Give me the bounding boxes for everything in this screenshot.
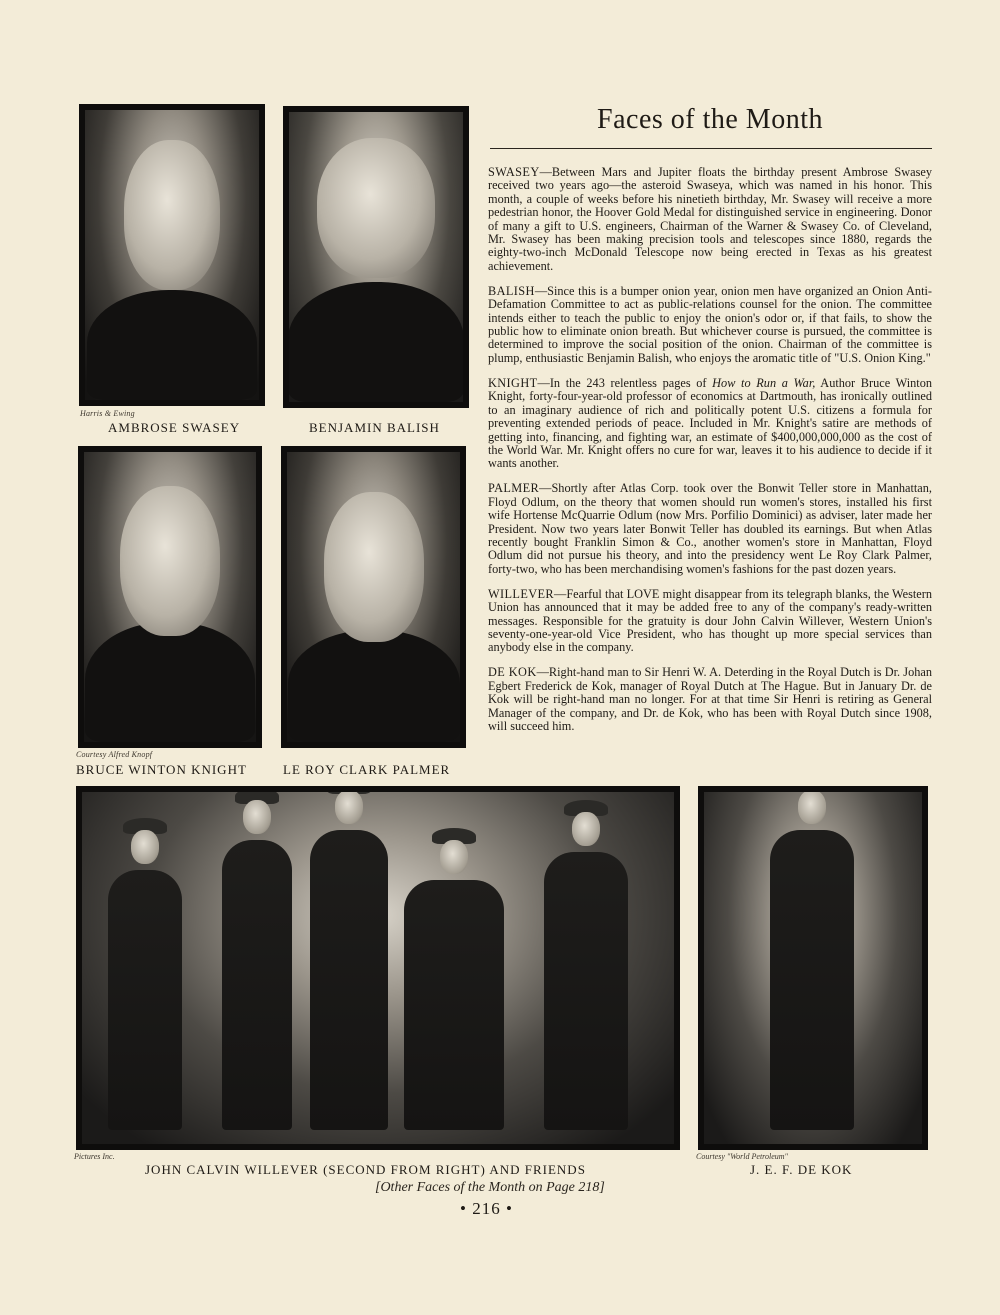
article-willever xyxy=(488,588,932,655)
article-swasey xyxy=(488,166,932,273)
article-swasey-lead: SWASEY xyxy=(488,165,540,179)
page-number: • 216 • xyxy=(460,1199,513,1218)
portrait-knight-credit: Courtesy Alfred Knopf xyxy=(76,750,153,759)
article-willever-lead: WILLEVER xyxy=(488,586,555,601)
article-knight-book-title: How to Run a War, xyxy=(712,375,816,390)
group-person xyxy=(108,870,182,1130)
portrait-swasey-photo xyxy=(79,104,265,406)
group-photo-caption: JOHN CALVIN WILLEVER (SECOND FROM RIGHT) AND FRIENDS xyxy=(145,1162,586,1177)
dekok-photo-credit: Courtesy "World Petroleum" xyxy=(696,1152,788,1161)
dekok-photo-caption: J. E. F. DE KOK xyxy=(750,1162,853,1177)
article-dekok xyxy=(488,666,932,733)
group-photo xyxy=(76,786,680,1150)
group-person xyxy=(544,852,628,1130)
portrait-palmer-photo xyxy=(281,446,466,748)
article-body xyxy=(488,166,932,745)
portrait-swasey-credit: Harris & Ewing xyxy=(80,409,135,418)
article-knight-text-before: —In the 243 relentless pages of xyxy=(537,375,713,390)
article-swasey-text: —Between Mars and Jupiter floats the birthday present Ambrose Swasey received two years ago—the asteroid Swaseya, which was named in his honor. This month, a couple of weeks before his ninetieth birthday, Mr. Swasey will receive a more pedestrian honor, the Hoover Gold Medal for distinguished service in engineering. Donor of many a gift to U.S. engineers, Chairman of the Warner & Swasey Co. of Cleveland, Mr. Swasey has been making precision tools and telescopes since 1880, regards the eighty-two-inch McDonald Telescope now being erected in Texas as his greatest achievement. xyxy=(488,165,932,273)
article-knight xyxy=(488,377,932,471)
portrait-swasey-caption: AMBROSE SWASEY xyxy=(108,420,241,435)
group-person xyxy=(310,830,388,1130)
portrait-palmer-caption: LE ROY CLARK PALMER xyxy=(283,762,451,777)
other-faces-note: [Other Faces of the Month on Page 218] xyxy=(375,1180,605,1195)
title-rule xyxy=(490,148,932,149)
portrait-balish-caption: BENJAMIN BALISH xyxy=(309,420,440,435)
article-palmer-lead: PALMER xyxy=(488,481,540,496)
article-balish xyxy=(488,285,932,365)
article-balish-lead: BALISH xyxy=(488,283,535,298)
group-person xyxy=(222,840,292,1130)
page-title: Faces of the Month xyxy=(597,104,823,135)
dekok-person xyxy=(770,830,854,1130)
article-dekok-lead: DE KOK xyxy=(488,665,537,680)
article-knight-text-after: Author Bruce Winton Knight, forty-four-year-old professor of economics at Dartmouth, has ironically outlined to an imaginary audience of rich and politically potent U.S. citizens a formula for preventing extended periods of peace. Included in Mr. Knight's satire are methods of getting into, financing, and fighting war, an estimate of $400,000,000,000 as the cost of the World War. Mr. Knight offers no cure for war, leaves it to his audience to decide if it wants another. xyxy=(488,375,932,471)
portrait-knight-caption: BRUCE WINTON KNIGHT xyxy=(76,762,247,777)
article-willever-text: —Fearful that LOVE might disappear from its telegraph blanks, the Western Union has announced that it may be added free to any of the company's ready-written messages. Responsible for the gratuity is dour John Calvin Willever, Western Union's seventy-one-year-old Vice President, who has thought up more special services than anybody else in the company. xyxy=(488,586,932,655)
article-balish-text: —Since this is a bumper onion year, onion men have organized an Onion Anti-Defamation Committee to act as public-relations counsel for the onion. The committee intends either to teach the public to enjoy the onion's odor or, if that fails, to show the public how to eliminate onion breath. But whichever course is pursued, the committee is determined to improve the social position of the onion. Chairman of the committee is plump, enthusiastic Benjamin Balish, who enjoys the aromatic title of "U.S. Onion King." xyxy=(488,283,932,365)
dekok-photo xyxy=(698,786,928,1150)
group-photo-credit: Pictures Inc. xyxy=(74,1152,115,1161)
portrait-knight-photo xyxy=(78,446,262,748)
article-knight-lead: KNIGHT xyxy=(488,375,538,390)
article-dekok-text: —Right-hand man to Sir Henri W. A. Deterding in the Royal Dutch is Dr. Johan Egbert Frederick de Kok, manager of Royal Dutch at The Hague. But in January Dr. de Kok will be right-hand man no longer. For at that time Sir Henri is retiring as General Manager of the company, and Dr. de Kok, who has been with Royal Dutch since 1908, will succeed him. xyxy=(488,665,932,733)
group-person xyxy=(404,880,504,1130)
article-palmer xyxy=(488,482,932,576)
portrait-balish-photo xyxy=(283,106,469,408)
article-palmer-text: —Shortly after Atlas Corp. took over the Bonwit Teller store in Manhattan, Floyd Odlum, on the theory that women should run women's stores, installed his first wife Hortense McQuarrie Odlum (now Mrs. Porfilio Dominici) as adviser, later made her President. Now two years later Bonwit Teller has doubled its earnings. But when Atlas recently bought Franklin Simon & Co., another women's store in Manhattan, Floyd Odlum did not pursue his theory, and into the presidency went Le Roy Clark Palmer, forty-two, who has been merchandising women's fashions for the past dozen years. xyxy=(488,481,932,576)
